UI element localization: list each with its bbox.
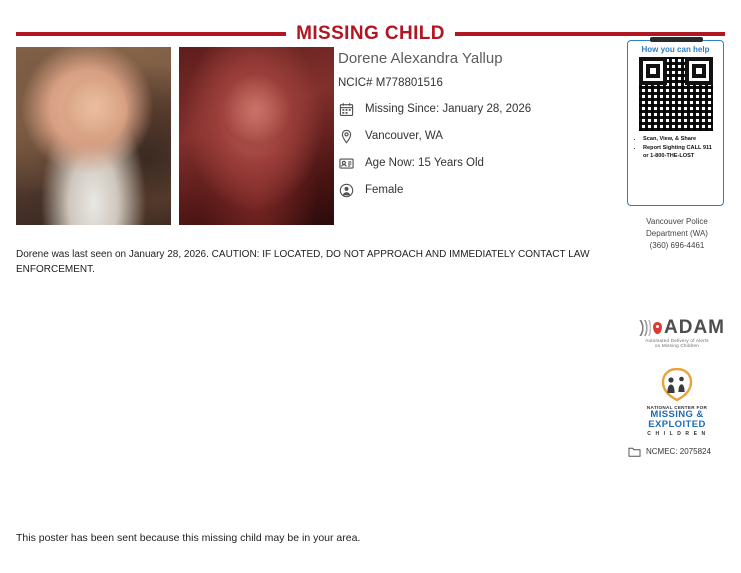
footer-note: This poster has been sent because this missing child may be in your area. <box>16 532 361 544</box>
child-photo-secondary <box>179 47 334 225</box>
location-pin-icon <box>338 128 354 144</box>
folder-icon <box>627 445 641 458</box>
child-ncic: NCIC# M778801516 <box>338 77 443 89</box>
page-title: MISSING CHILD <box>296 23 445 44</box>
calendar-icon <box>338 101 354 117</box>
header-rule-right <box>455 32 725 36</box>
agency-name-line1: Vancouver Police <box>646 217 708 226</box>
ncmec-line3: EXPLOITED <box>648 419 706 431</box>
detail-missing-since <box>338 101 608 117</box>
agency-name-line2: Department (WA) <box>646 229 708 238</box>
detail-sex <box>338 182 608 198</box>
case-id <box>627 445 737 458</box>
photo-gallery <box>16 47 334 225</box>
adam-tagline-line2: on Missing Children <box>654 343 700 348</box>
detail-missing-since-label: Missing Since: January 28, 2026 <box>365 103 532 115</box>
adam-wordmark: ADAM <box>664 317 725 338</box>
how-you-can-help-card <box>627 40 724 206</box>
help-bullet-scan: • Scan, View, & Share <box>643 135 715 143</box>
ncmec-logo <box>627 368 727 437</box>
case-id-label: NCMEC: 2075824 <box>646 447 711 456</box>
ncmec-line2: MISSING & <box>650 409 704 420</box>
detail-sex-label: Female <box>365 184 404 196</box>
adam-tagline-line1: Automated Delivery of Alerts <box>645 338 709 343</box>
agency-phone: (360) 696-4461 <box>649 241 705 250</box>
adam-logo <box>627 318 727 348</box>
reporting-agency <box>627 216 727 252</box>
ncmec-line4: C H I L D R E N <box>647 430 707 437</box>
help-card-bullets <box>631 135 720 160</box>
child-name: Dorene Alexandra Yallup <box>338 50 503 67</box>
ncmec-line1: NATIONAL CENTER FOR <box>646 405 708 410</box>
signal-waves-icon <box>629 320 651 336</box>
location-pin-icon <box>653 322 662 334</box>
ncmec-mark-icon <box>657 368 697 402</box>
header-rule-left <box>16 32 286 36</box>
adam-logo-row <box>627 318 727 337</box>
poster-header <box>16 22 725 46</box>
child-photo-primary <box>16 47 171 225</box>
detail-location <box>338 128 608 144</box>
help-card-title: How you can help <box>641 45 710 54</box>
caution-text: Dorene was last seen on January 28, 2026. CAUTION: IF LOCATED, DO NOT APPROACH AND IMMEDIATELY CONTACT LAW ENFORCEMENT. <box>16 249 590 275</box>
detail-age <box>338 155 608 171</box>
person-icon <box>338 182 354 198</box>
qr-code[interactable] <box>639 57 713 131</box>
child-details <box>338 50 608 209</box>
id-card-icon <box>338 155 354 171</box>
detail-location-label: Vancouver, WA <box>365 130 443 142</box>
help-bullet-report: • Report Sighting CALL 911 or 1-800-THE-LOST <box>643 144 715 160</box>
detail-age-label: Age Now: 15 Years Old <box>365 157 484 169</box>
